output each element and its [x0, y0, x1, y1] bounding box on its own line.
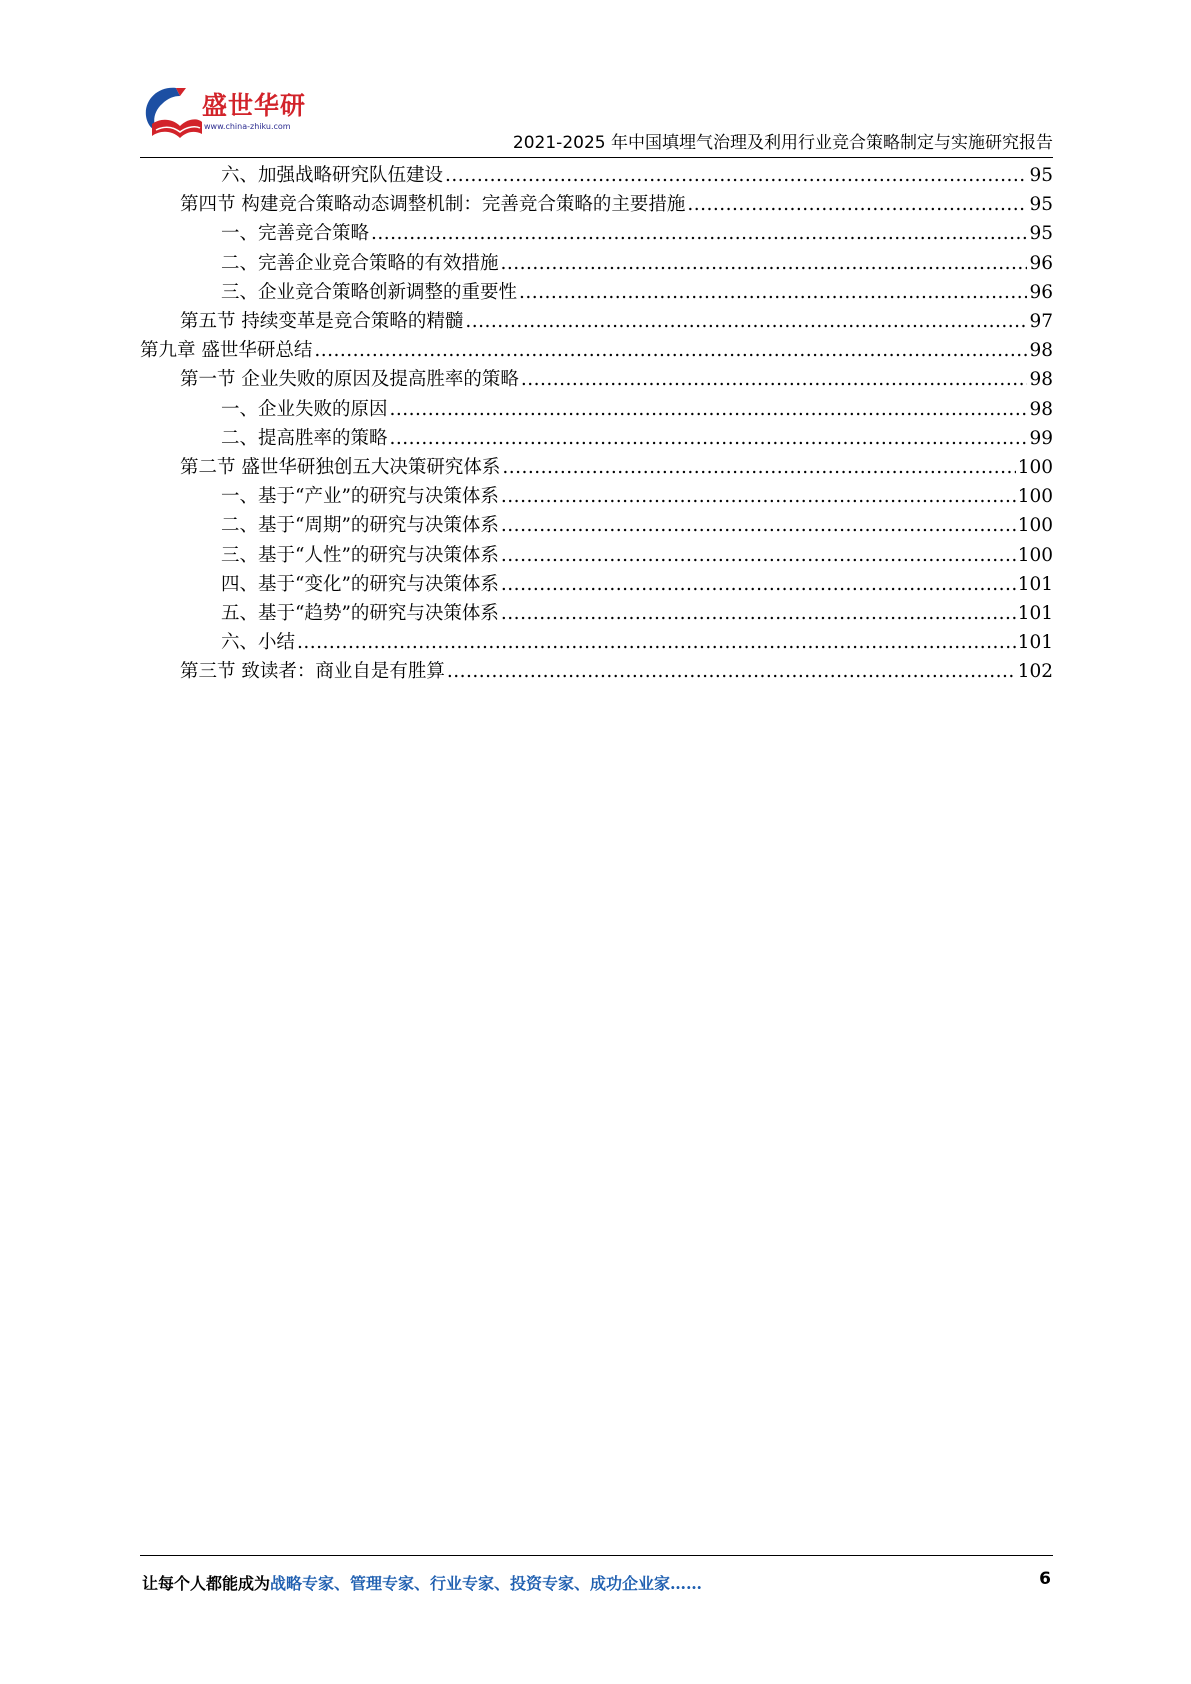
toc-entry-page: 95 [1029, 194, 1053, 216]
toc-leader-dots [465, 306, 1027, 337]
toc-entry-page: 98 [1029, 369, 1053, 391]
toc-entry-page: 96 [1029, 252, 1053, 274]
toc-leader-dots [447, 656, 1016, 687]
toc-entry-label: 第四节 构建竞合策略动态调整机制：完善竞合策略的主要措施 [180, 194, 686, 216]
toc-entry-page: 100 [1017, 457, 1053, 478]
toc-entry-label: 第二节 盛世华研独创五大决策研究体系 [180, 457, 501, 478]
footer-slogan-highlight: 战略专家、管理专家、行业专家、投资专家、成功企业家…… [270, 1574, 703, 1593]
toc-entry[interactable] [221, 248, 1053, 279]
logo-mark-icon [140, 84, 204, 144]
toc-entry-page: 98 [1029, 340, 1053, 362]
toc-leader-dots [501, 598, 1016, 629]
toc-entry[interactable] [140, 335, 1053, 366]
toc-entry-page: 100 [1017, 515, 1053, 537]
toc-entry-page: 95 [1029, 165, 1053, 186]
toc-entry[interactable] [221, 510, 1053, 541]
page-number: 6 [1039, 1569, 1051, 1589]
toc-entry-label: 二、基于“周期”的研究与决策体系 [221, 515, 499, 537]
toc-leader-dots [390, 394, 1028, 425]
toc-leader-dots [390, 423, 1028, 454]
toc-entry-label: 五、基于“趋势”的研究与决策体系 [221, 603, 499, 624]
logo-url: www.china-zhiku.com [204, 122, 291, 131]
toc-leader-dots [371, 218, 1027, 249]
toc-entry-page: 101 [1017, 632, 1053, 654]
toc-entry[interactable] [221, 277, 1053, 308]
footer-divider [140, 1555, 1053, 1556]
toc-entry-page: 100 [1017, 486, 1053, 508]
toc-entry[interactable] [221, 569, 1053, 600]
toc-leader-dots [314, 335, 1027, 366]
toc-entry[interactable] [221, 540, 1053, 571]
toc-entry-label: 二、提高胜率的策略 [221, 427, 388, 449]
toc-entry[interactable] [180, 189, 1053, 220]
toc-leader-dots [501, 569, 1016, 600]
footer-slogan-prefix: 让每个人都能成为 [142, 1574, 271, 1593]
toc-entry[interactable] [221, 394, 1053, 425]
toc-entry-page: 99 [1029, 427, 1053, 449]
toc-leader-dots [501, 248, 1028, 279]
toc-entry-label: 一、完善竞合策略 [221, 223, 370, 245]
toc-leader-dots [297, 627, 1016, 658]
toc-entry-label: 一、企业失败的原因 [221, 398, 388, 420]
toc-entry-label: 六、加强战略研究队伍建设 [221, 165, 444, 186]
toc-entry-page: 102 [1017, 661, 1053, 683]
toc-entry-label: 第五节 持续变革是竞合策略的精髓 [180, 311, 464, 332]
toc-entry-page: 98 [1029, 398, 1053, 420]
toc-entry-label: 第三节 致读者：商业自是有胜算 [180, 661, 445, 683]
toc-entry-page: 95 [1029, 223, 1053, 245]
toc-entry[interactable] [221, 160, 1053, 191]
toc-entry-page: 101 [1017, 603, 1053, 624]
toc-entry[interactable] [221, 218, 1053, 249]
header-divider [140, 157, 1053, 158]
toc-entry-label: 六、小结 [221, 632, 296, 654]
toc-entry-page: 96 [1029, 281, 1053, 303]
toc-entry[interactable] [180, 656, 1053, 687]
toc-leader-dots [501, 540, 1016, 571]
toc-entry[interactable] [180, 306, 1053, 337]
toc-leader-dots [501, 510, 1016, 541]
toc-entry[interactable] [221, 627, 1053, 658]
toc-entry-label: 第九章 盛世华研总结 [140, 340, 313, 362]
toc-entry-label: 三、企业竞合策略创新调整的重要性 [221, 281, 518, 303]
toc-entry-page: 101 [1017, 573, 1053, 595]
toc-leader-dots [501, 481, 1016, 512]
toc-leader-dots [502, 452, 1015, 483]
toc-entry[interactable] [180, 364, 1053, 395]
toc-entry-label: 三、基于“人性”的研究与决策体系 [221, 544, 499, 566]
toc-entry-page: 97 [1029, 311, 1053, 332]
toc-entry-page: 100 [1017, 544, 1053, 566]
toc-leader-dots [445, 160, 1027, 191]
toc-entry-label: 第一节 企业失败的原因及提高胜率的策略 [180, 369, 519, 391]
report-title: 2021-2025 年中国填埋气治理及利用行业竞合策略制定与实施研究报告 [512, 133, 1053, 153]
toc-leader-dots [687, 189, 1027, 220]
toc-entry[interactable] [221, 598, 1053, 629]
toc-entry-label: 二、完善企业竞合策略的有效措施 [221, 252, 499, 274]
toc-leader-dots [521, 364, 1028, 395]
company-logo [140, 84, 310, 148]
toc-entry[interactable] [180, 452, 1053, 483]
toc-entry-label: 一、基于“产业”的研究与决策体系 [221, 486, 499, 508]
toc-leader-dots [519, 277, 1027, 308]
toc-entry[interactable] [221, 481, 1053, 512]
toc-entry-label: 四、基于“变化”的研究与决策体系 [221, 573, 499, 595]
toc-entry[interactable] [221, 423, 1053, 454]
logo-name: 盛世华研 [202, 91, 307, 120]
footer-slogan [142, 1571, 702, 1594]
